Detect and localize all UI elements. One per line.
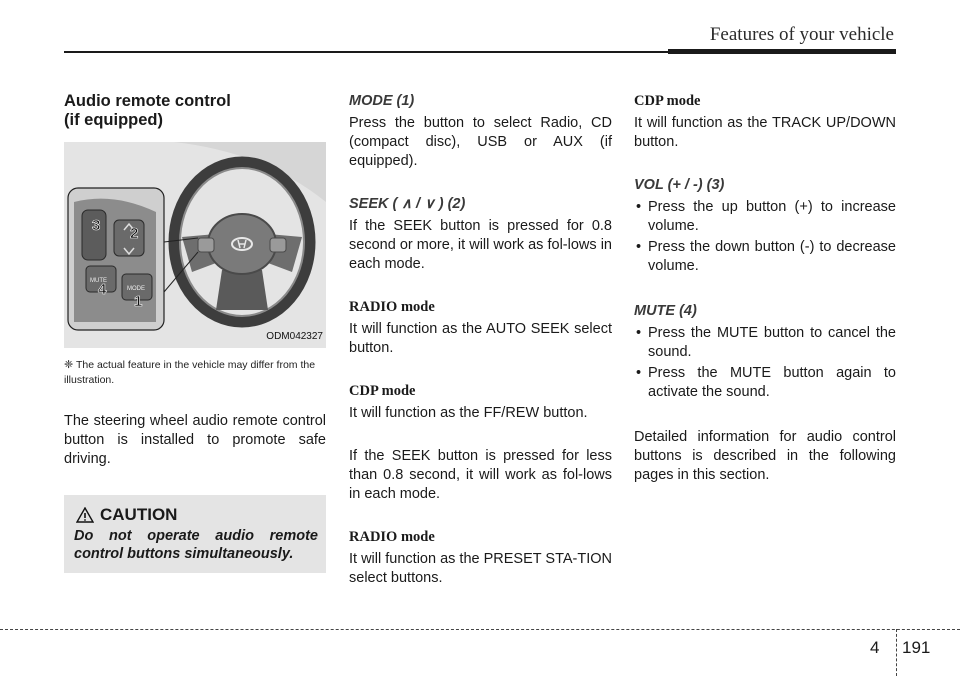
vol-title: VOL (+ / -) (3)	[634, 177, 725, 193]
callout-2: 2	[130, 225, 139, 242]
seek-short-body: If the SEEK button is pressed for less than 0.8 second, it will work as fol-lows in each mode.	[349, 448, 612, 502]
page-number: 191	[902, 638, 931, 657]
footer-rule	[0, 629, 960, 630]
cdp-mode-title-1: CDP mode	[349, 383, 416, 399]
callout-4: 4	[98, 281, 107, 298]
cdp-mode-title-2: CDP mode	[634, 93, 701, 109]
column-right	[634, 92, 896, 485]
note-mark: ❈	[64, 359, 74, 371]
caution-text: Do not operate audio remote control buttons simultaneously.	[74, 528, 318, 562]
detail-paragraph: Detailed information for audio control buttons is described in the following pages in this section.	[634, 429, 896, 483]
callout-3: 3	[92, 217, 101, 234]
section-title-line2: (if equipped)	[64, 111, 163, 129]
section-title	[64, 92, 326, 130]
cdp-mode-body-1: It will function as the FF/REW button.	[349, 405, 588, 421]
header-rule-accent	[668, 49, 896, 54]
cdp-mode-body-2: It will function as the TRACK UP/DOWN button.	[634, 115, 896, 150]
column-middle	[349, 92, 612, 588]
radio-mode-title-2: RADIO mode	[349, 529, 435, 545]
section-title-line1: Audio remote control	[64, 92, 231, 110]
vol-list	[634, 198, 896, 276]
seek-body: If the SEEK button is pressed for 0.8 second or more, it will work as fol-lows in each mode.	[349, 218, 612, 272]
mode-title: MODE (1)	[349, 93, 415, 109]
mute-list	[634, 324, 896, 402]
list-item: • Press the up button (+) to increase volume.	[634, 198, 896, 236]
note-text: The actual feature in the vehicle may differ from the illustration.	[64, 359, 316, 386]
list-item: • Press the MUTE button to cancel the sound.	[634, 324, 896, 362]
mode-body: Press the button to select Radio, CD (compact disc), USB or AUX (if equipped).	[349, 115, 612, 169]
radio-mode-body-1: It will function as the AUTO SEEK select button.	[349, 321, 612, 356]
column-left	[64, 92, 326, 573]
list-item: • Press the down button (-) to decrease volume.	[634, 238, 896, 276]
chapter-number: 4	[870, 638, 880, 657]
caution-header	[76, 505, 177, 525]
figure-code: ODM042327	[266, 331, 323, 342]
seek-title: SEEK ( ∧ / ∨ ) (2)	[349, 196, 466, 212]
list-item: • Press the MUTE button again to activate the sound.	[634, 364, 896, 402]
steering-wheel-illustration	[64, 142, 326, 348]
footer-divider	[896, 629, 897, 676]
caution-label: CAUTION	[100, 505, 178, 524]
warning-triangle-icon	[76, 507, 94, 523]
mode-button-label: MODE	[127, 286, 145, 292]
illustration-note	[64, 358, 326, 388]
mute-title: MUTE (4)	[634, 303, 697, 319]
header-title: Features of your vehicle	[709, 24, 894, 45]
radio-mode-title-1: RADIO mode	[349, 299, 435, 315]
caution-box	[64, 495, 326, 573]
steering-wheel-figure	[64, 142, 326, 348]
mute-button-label: MUTE	[90, 278, 107, 284]
intro-paragraph: The steering wheel audio remote control button is installed to promote safe driving.	[64, 413, 326, 467]
callout-1: 1	[134, 293, 143, 310]
radio-mode-body-2: It will function as the PRESET STA-TION select buttons.	[349, 551, 612, 586]
